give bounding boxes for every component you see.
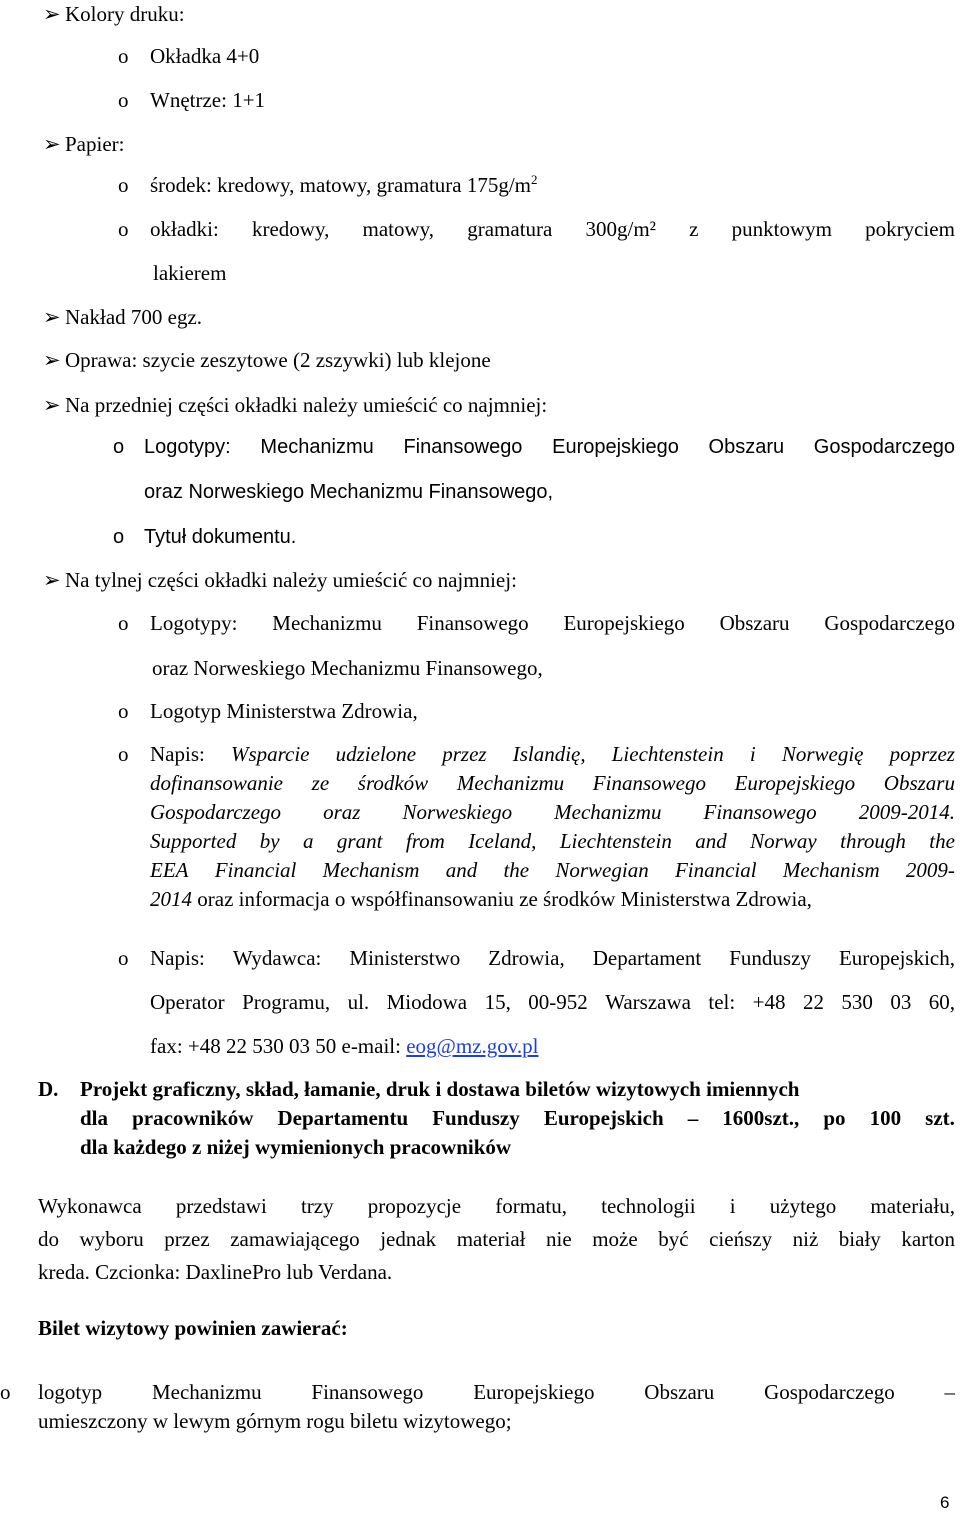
circle-bullet-icon: o [118,88,129,112]
bilet-heading: Bilet wizytowy powinien zawierać: [38,1316,348,1340]
arrow-bullet-icon: ➢ [43,393,61,417]
arrow-bullet-icon: ➢ [43,2,61,26]
para-line1: Wykonawca przedstawi trzy propozycje formatu, technologii i użytego materiału, [38,1194,955,1218]
circle-bullet-icon: o [118,699,129,723]
circle-bullet-icon: o [113,436,125,458]
napis1-line6: 2014 oraz informacja o współfinansowaniu ze środków Ministerstwa Zdrowia, [150,887,812,911]
arrow-bullet-icon: ➢ [43,305,61,329]
oprawa-text: Oprawa: szycie zeszytowe (2 zszywki) lub klejone [65,348,491,372]
arrow-bullet-icon: ➢ [43,568,61,592]
list-item-napis2 [118,946,955,970]
napis2-line2: Operator Programu, ul. Miodowa 15, 00-952 Warszawa tel: +48 22 530 03 60, [150,990,955,1014]
list-item-back-ministry [118,699,418,723]
wnetrze-text: Wnętrze: 1+1 [150,88,266,112]
list-item-naklad [43,305,202,329]
napis1-line1: Napis: Wsparcie udzielone przez Islandię, Liechtenstein i Norwegię poprzez [150,742,955,766]
okladki-cont: lakierem [153,261,227,285]
circle-bullet-icon: o [113,526,125,548]
arrow-bullet-icon: ➢ [43,348,61,372]
list-item-okladka [118,44,259,68]
list-item-wnetrze [118,88,265,112]
section-d-line3: dla każdego z niżej wymienionych pracowników [80,1135,512,1159]
okladki-text: okładki: kredowy, matowy, gramatura 300g/m² z punktowym pokryciem [150,217,955,241]
list-item-front-title [113,526,296,549]
para-line3: kreda. Czcionka: DaxlinePro lub Verdana. [38,1260,393,1284]
list-item-kolory [43,2,185,26]
list-item-bilet [0,1380,955,1404]
section-d-line2: dla pracowników Departamentu Funduszy Europejskich – 1600szt., po 100 szt. [80,1106,955,1130]
page-number: 6 [940,1493,950,1512]
front-logos-text: Logotypy: Mechanizmu Finansowego Europejskiego Obszaru Gospodarczego [144,436,955,458]
section-d-letter: D. [38,1077,59,1101]
circle-bullet-icon: o [0,1380,11,1404]
para-line2: do wyboru przez zamawiającego jednak materiał nie może być cieńszy niż biały karton [38,1227,955,1251]
front-title-text: Tytuł dokumentu. [144,526,297,548]
list-item-oprawa [43,348,491,372]
circle-bullet-icon: o [118,173,129,197]
list-item-napis1 [118,742,955,766]
back-logos-text: Logotypy: Mechanizmu Finansowego Europejskiego Obszaru Gospodarczego [150,611,955,635]
circle-bullet-icon: o [118,217,129,241]
list-item-okladki [118,217,955,241]
back-label: Na tylnej części okładki należy umieścić co najmniej: [65,568,517,592]
list-item-papier [43,132,124,156]
superscript: 2 [531,172,538,187]
napis2-line3: fax: +48 22 530 03 50 e-mail: eog@mz.gov.pl [150,1034,539,1058]
arrow-bullet-icon: ➢ [43,132,61,156]
list-item-srodek [118,173,538,197]
ministry-logo-text: Logotyp Ministerstwa Zdrowia, [150,699,418,723]
list-item-front-logos [113,436,955,459]
circle-bullet-icon: o [118,742,129,766]
list-item-back-logos [118,611,955,635]
papier-label: Papier: [65,132,125,156]
circle-bullet-icon: o [118,611,129,635]
circle-bullet-icon: o [118,44,129,68]
kolory-label: Kolory druku: [65,2,185,26]
back-logos-cont: oraz Norweskiego Mechanizmu Finansowego, [152,656,543,680]
bilet-line2: umieszczony w lewym górnym rogu biletu wizytowego; [38,1409,512,1433]
napis1-line3: Gospodarczego oraz Norweskiego Mechanizmu Finansowego 2009-2014. [150,800,955,824]
front-logos-cont: oraz Norweskiego Mechanizmu Finansowego, [144,481,554,503]
circle-bullet-icon: o [118,946,129,970]
napis1-line2: dofinansowanie ze środków Mechanizmu Finansowego Europejskiego Obszaru [150,771,955,795]
srodek-text: środek: kredowy, matowy, gramatura 175g/m [150,173,532,197]
napis2-line1: Napis: Wydawca: Ministerstwo Zdrowia, Departament Funduszy Europejskich, [150,946,955,970]
napis1-line4: Supported by a grant from Iceland, Liechtenstein and Norway through the [150,829,955,853]
section-d-line1: Projekt graficzny, skład, łamanie, druk i dostawa biletów wizytowych imiennych [80,1077,800,1101]
bilet-line1: logotyp Mechanizmu Finansowego Europejskiego Obszaru Gospodarczego – [38,1380,955,1404]
front-label: Na przedniej części okładki należy umieścić co najmniej: [65,393,548,417]
list-item-front [43,393,547,417]
naklad-text: Nakład 700 egz. [65,305,203,329]
email-link[interactable]: eog@mz.gov.pl [406,1034,539,1058]
okladka-text: Okładka 4+0 [150,44,260,68]
list-item-back [43,568,517,592]
napis1-line5: EEA Financial Mechanism and the Norwegian Financial Mechanism 2009- [150,858,955,882]
